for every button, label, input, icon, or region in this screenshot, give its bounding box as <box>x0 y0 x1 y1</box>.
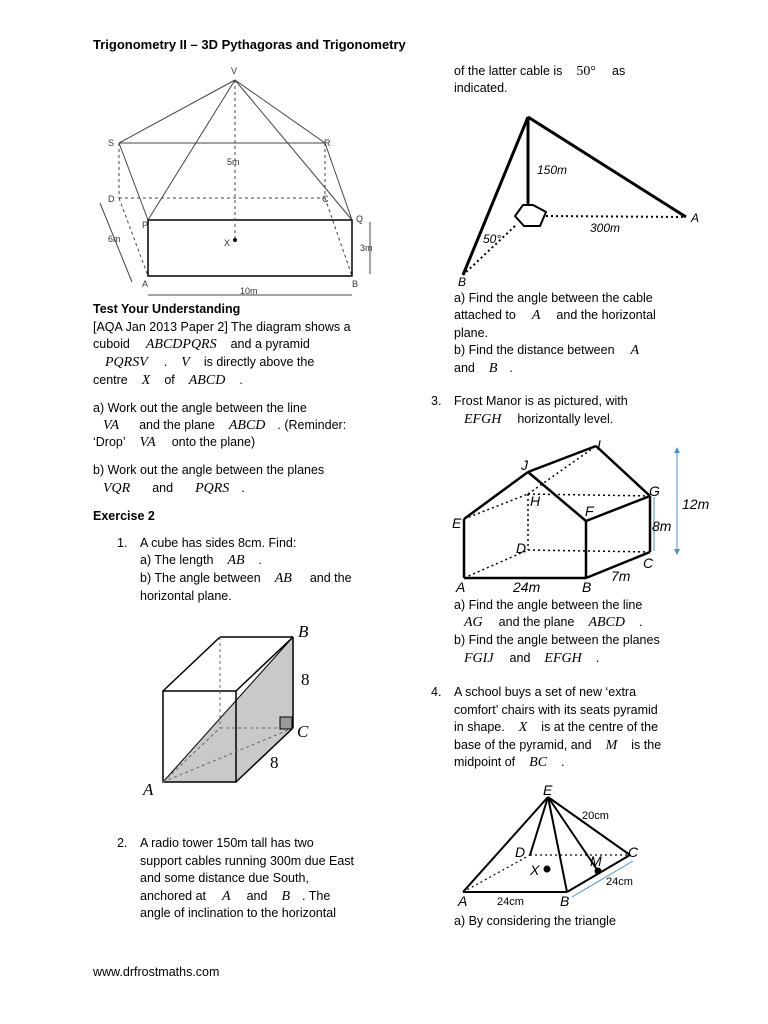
dim-5m: 5m <box>227 157 240 167</box>
label-P: P <box>142 220 149 230</box>
tyu-qa-line2: VA and the plane ABCD . (Reminder: <box>103 418 347 433</box>
tower-label-B: B <box>458 275 467 289</box>
page-title: Trigonometry II – 3D Pythagoras and Trigonometry <box>93 37 406 52</box>
q2-number: 2. <box>117 836 128 850</box>
q2a-line2: attached to A and the horizontal <box>454 308 656 323</box>
pyr-label-X: X <box>530 862 540 878</box>
house-label-H: H <box>530 493 541 509</box>
house-dim-12m: 12m <box>682 496 710 512</box>
house-label-I: I <box>597 437 601 453</box>
pyr-label-A: A <box>458 893 468 909</box>
q2b-line1: b) Find the distance between A <box>454 343 640 358</box>
footer-url[interactable]: www.drfrostmaths.com <box>93 965 220 979</box>
house-label-B: B <box>582 579 592 595</box>
q2a-line3: plane. <box>454 326 489 340</box>
q1-line2: a) The length AB . <box>140 553 263 568</box>
q4a-line1: a) By considering the triangle <box>454 914 616 928</box>
label-V: V <box>231 66 238 76</box>
q2b-line2: and B . <box>454 361 513 376</box>
label-R: R <box>324 138 331 148</box>
pyr-dim-20cm: 20cm <box>582 810 609 822</box>
label-S: S <box>108 138 115 148</box>
dim-3m: 3m <box>360 243 373 253</box>
dim-6m: 6m <box>108 234 121 244</box>
pyr-label-C: C <box>628 844 639 860</box>
label-B: B <box>352 279 359 289</box>
q3-number: 3. <box>431 394 442 408</box>
cube-label-A: A <box>143 780 154 799</box>
pyr-label-B: B <box>560 893 570 909</box>
tyu-line4: centre X of ABCD . <box>93 373 243 388</box>
label-A: A <box>142 279 149 289</box>
q2-line2: support cables running 300m due East <box>140 854 355 868</box>
cube-edge-8-depth: 8 <box>270 753 279 772</box>
cube-label-C: C <box>297 722 309 741</box>
tower-angle-label: 50° <box>483 232 502 246</box>
q3a-line2: AG and the plane ABCD . <box>464 615 643 630</box>
pyr-label-E: E <box>543 782 553 798</box>
q4-line4: base of the pyramid, and M is the <box>454 738 662 753</box>
house-label-E: E <box>452 515 462 531</box>
house-label-A: A <box>456 579 466 595</box>
label-Q: Q <box>356 214 364 224</box>
q1-number: 1. <box>117 536 128 550</box>
label-X: X <box>224 238 231 248</box>
q2-line5: angle of inclination to the horizontal <box>140 906 336 920</box>
pyr-label-M: M <box>590 853 602 869</box>
house-dim-8m: 8m <box>652 518 672 534</box>
label-C: C <box>322 194 329 204</box>
tyu-line2: cuboid ABCDPQRS and a pyramid <box>93 337 310 352</box>
tower-height-label: 150m <box>537 163 568 177</box>
tyu-qa-line1: a) Work out the angle between the line <box>93 401 307 415</box>
q3a-line1: a) Find the angle between the line <box>454 598 643 612</box>
house-label-D: D <box>516 540 527 556</box>
house-label-C: C <box>643 555 654 571</box>
tyu-qa-line3: ‘Drop’ VA onto the plane) <box>93 435 256 450</box>
tyu-line1: [AQA Jan 2013 Paper 2] The diagram shows a <box>93 320 351 334</box>
q4-line5: midpoint of BC . <box>454 755 565 770</box>
q2-line4: anchored at A and B . The <box>140 889 331 904</box>
cube-edge-8-vertical: 8 <box>301 670 310 689</box>
tyu-heading: Test Your Understanding <box>93 302 241 316</box>
tyu-line3: PQRSV . V is directly above the <box>105 355 315 370</box>
house-dim-24m: 24m <box>513 579 541 595</box>
q2-line3: and some distance due South, <box>140 871 309 885</box>
q2-line1: A radio tower 150m tall has two <box>140 836 314 850</box>
q2a-line1: a) Find the angle between the cable <box>454 291 653 305</box>
q2-cont-line2: indicated. <box>454 81 508 95</box>
tyu-qb-line1: b) Work out the angle between the planes <box>93 463 325 477</box>
dim-10m: 10m <box>240 286 258 296</box>
q3-line1: Frost Manor is as pictured, with <box>454 394 628 408</box>
cube-label-B: B <box>298 622 309 641</box>
q4-line2: comfort’ chairs with its seats pyramid <box>454 703 658 717</box>
q1-line1: A cube has sides 8cm. Find: <box>140 536 297 550</box>
tower-label-A: A <box>691 211 700 225</box>
q1-line3: b) The angle between AB and the <box>140 571 352 586</box>
q3-line2: EFGH horizontally level. <box>464 412 614 427</box>
house-label-J: J <box>521 457 528 473</box>
pyr-dim-24cm-side: 24cm <box>606 876 633 888</box>
house-dim-7m: 7m <box>611 568 631 584</box>
q3b-line1: b) Find the angle between the planes <box>454 633 660 647</box>
house-label-G: G <box>649 483 660 499</box>
q4-line1: A school buys a set of new ‘extra <box>454 685 637 699</box>
exercise-heading: Exercise 2 <box>93 509 155 523</box>
tyu-qb-line2: VQR and PQRS . <box>103 481 245 496</box>
tower-east-distance-label: 300m <box>590 221 621 235</box>
house-label-F: F <box>585 503 594 519</box>
q1-line4: horizontal plane. <box>140 589 232 603</box>
pyr-label-D: D <box>515 844 526 860</box>
label-D: D <box>108 194 115 204</box>
q3b-line2: FGIJ and EFGH . <box>464 651 600 666</box>
q4-line3: in shape. X is at the centre of the <box>454 720 659 735</box>
q4-number: 4. <box>431 685 442 699</box>
q2-cont-line1: of the latter cable is 50° as <box>454 64 626 79</box>
pyr-dim-24cm-base: 24cm <box>497 896 524 908</box>
